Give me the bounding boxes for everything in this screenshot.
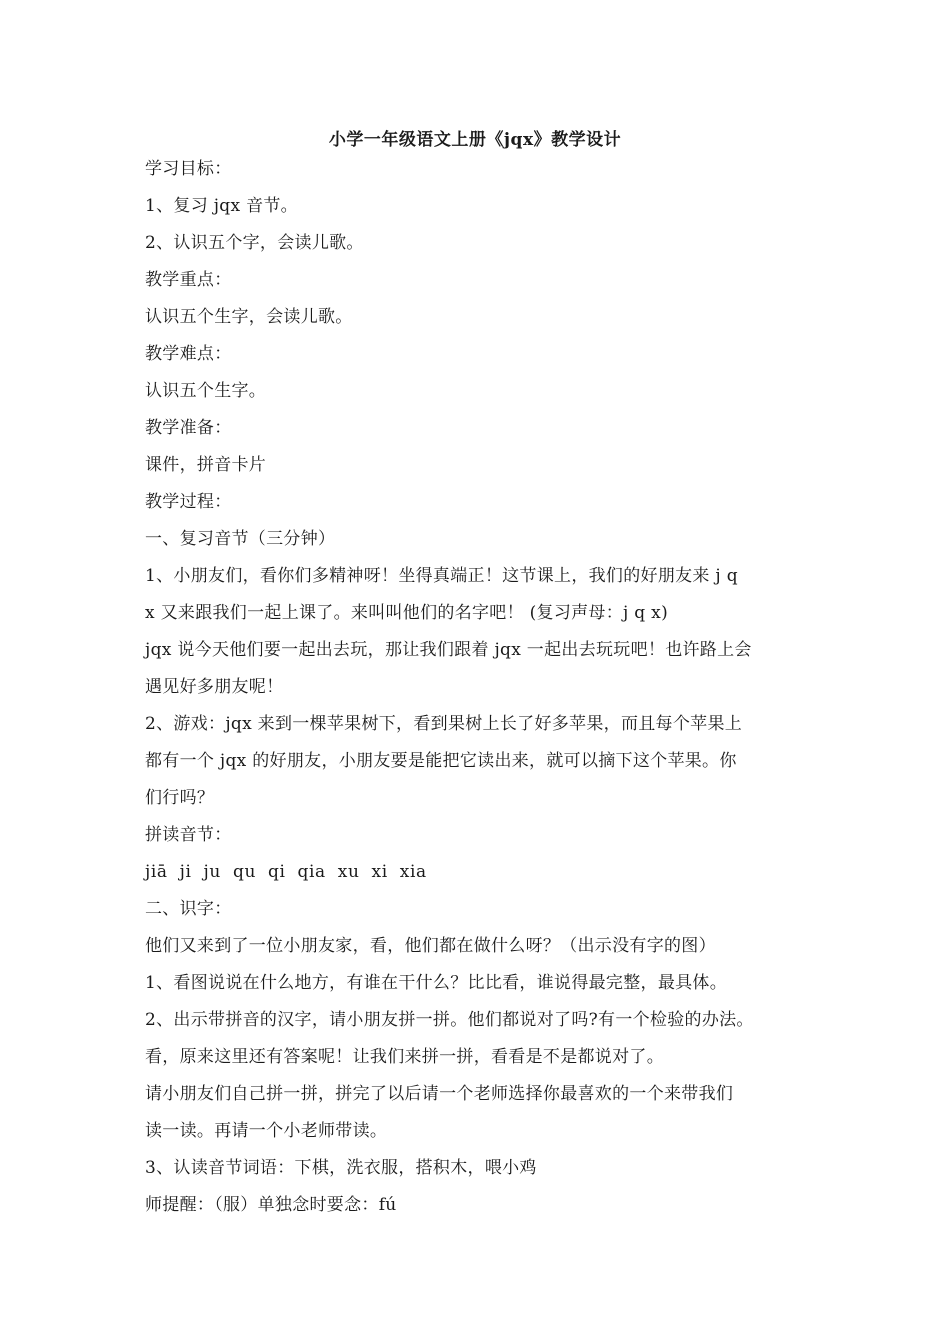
- paragraph-line: 请小朋友们自己拼一拼，拼完了以后请一个老师选择你最喜欢的一个来带我们: [145, 1084, 734, 1104]
- paragraph-line: 课件，拼音卡片: [145, 455, 267, 475]
- paragraph-line: 看，原来这里还有答案呢！让我们来拼一拼，看看是不是都说对了。: [145, 1047, 664, 1067]
- paragraph-line: 读一读。再请一个小老师带读。: [145, 1121, 388, 1141]
- section-heading-objectives: 学习目标：: [145, 159, 232, 179]
- paragraph-line: 认识五个生字。: [145, 381, 267, 401]
- paragraph-line: 2、出示带拼音的汉字，请小朋友拼一拼。他们都说对了吗?有一个检验的办法。: [145, 1010, 754, 1030]
- paragraph-line: 们行吗？: [145, 788, 215, 808]
- section-heading-process: 教学过程：: [145, 492, 232, 512]
- paragraph-line: 拼读音节：: [145, 825, 232, 845]
- paragraph-line: 认识五个生字，会读儿歌。: [145, 307, 353, 327]
- subsection-heading: 一、复习音节（三分钟）: [145, 529, 336, 549]
- objective-item: 1、复习 jqx 音节。: [145, 196, 298, 216]
- paragraph-line: 3、认读音节词语：下棋，洗衣服，搭积木，喂小鸡: [145, 1158, 537, 1178]
- subsection-heading: 二、识字：: [145, 899, 232, 919]
- section-heading-difficulties: 教学难点：: [145, 344, 232, 364]
- document-body: [145, 151, 815, 1224]
- paragraph-line: jqx 说今天他们要一起出去玩，那让我们跟着 jqx 一起出去玩玩吧！也许路上会: [145, 640, 752, 660]
- paragraph-line: 他们又来到了一位小朋友家，看，他们都在做什么呀？（出示没有字的图）: [145, 936, 716, 956]
- paragraph-line: 1、小朋友们，看你们多精神呀！坐得真端正！这节课上，我们的好朋友来 j q: [145, 566, 738, 586]
- paragraph-line: x 又来跟我们一起上课了。来叫叫他们的名字吧！ (复习声母：j q x): [145, 603, 669, 623]
- paragraph-line: 1、看图说说在什么地方，有谁在干什么？比比看，谁说得最完整，最具体。: [145, 973, 728, 993]
- section-heading-key-points: 教学重点：: [145, 270, 232, 290]
- pinyin-syllables: jiā ji ju qu qi qia xu xi xia: [145, 862, 427, 882]
- paragraph-line: 遇见好多朋友呢！: [145, 677, 284, 697]
- paragraph-line: 2、游戏：jqx 来到一棵苹果树下，看到果树上长了好多苹果，而且每个苹果上: [145, 714, 743, 734]
- paragraph-line: 都有一个 jqx 的好朋友，小朋友要是能把它读出来，就可以摘下这个苹果。你: [145, 751, 737, 771]
- section-heading-preparation: 教学准备：: [145, 418, 232, 438]
- paragraph-line: 师提醒：（服）单独念时要念：fú: [145, 1195, 397, 1215]
- objective-item: 2、认识五个字，会读儿歌。: [145, 233, 364, 253]
- document-title: 小学一年级语文上册《jqx》教学设计: [328, 130, 622, 150]
